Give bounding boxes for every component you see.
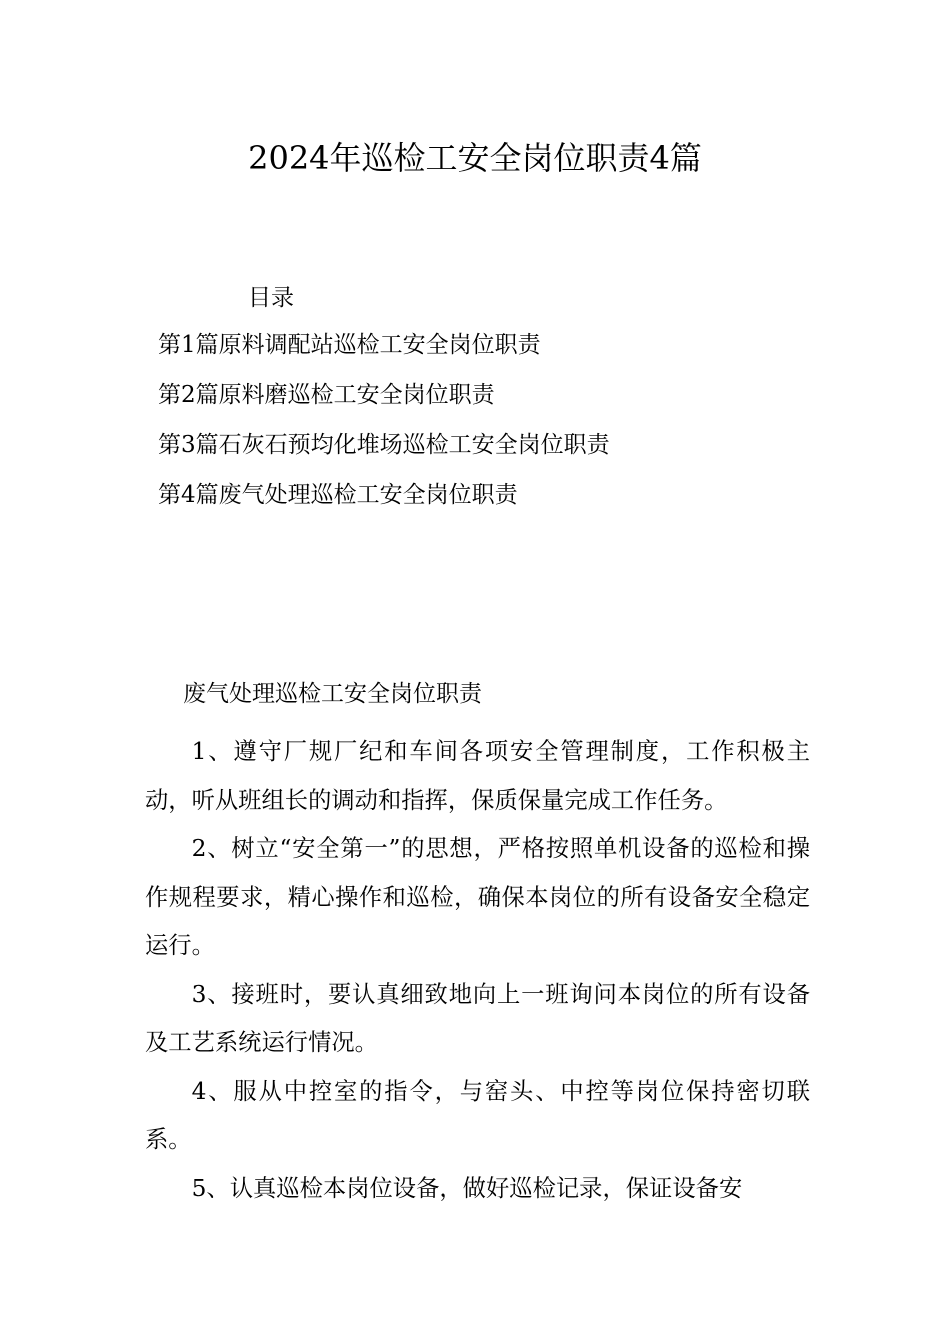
toc-item-3: 第3篇石灰石预均化堆场巡检工安全岗位职责 bbox=[158, 432, 610, 458]
document-title: 2024年巡检工安全岗位职责4篇 bbox=[248, 139, 702, 177]
section-title: 废气处理巡检工安全岗位职责 bbox=[183, 681, 482, 707]
toc-heading: 目录 bbox=[248, 285, 294, 311]
toc-item-2: 第2篇原料磨巡检工安全岗位职责 bbox=[158, 382, 495, 408]
paragraph-4: 4、服从中控室的指令，与窑头、中控等岗位保持密切联系。 bbox=[145, 1077, 810, 1153]
toc-item-4: 第4篇废气处理巡检工安全岗位职责 bbox=[158, 482, 518, 508]
paragraph-1: 1、遵守厂规厂纪和车间各项安全管理制度，工作积极主动，听从班组长的调动和指挥，保质保量完成工作任务。 bbox=[145, 738, 810, 814]
toc-item-1: 第1篇原料调配站巡检工安全岗位职责 bbox=[158, 332, 541, 358]
section-body bbox=[145, 728, 810, 1213]
paragraph-3: 3、接班时，要认真细致地向上一班询问本岗位的所有设备及工艺系统运行情况。 bbox=[145, 980, 810, 1056]
paragraph-2: 2、树立“安全第一”的思想，严格按照单机设备的巡检和操作规程要求，精心操作和巡检，确保本岗位的所有设备安全稳定运行。 bbox=[145, 835, 810, 959]
paragraph-5: 5、认真巡检本岗位设备，做好巡检记录，保证设备安 bbox=[191, 1174, 743, 1202]
table-of-contents bbox=[158, 330, 610, 530]
